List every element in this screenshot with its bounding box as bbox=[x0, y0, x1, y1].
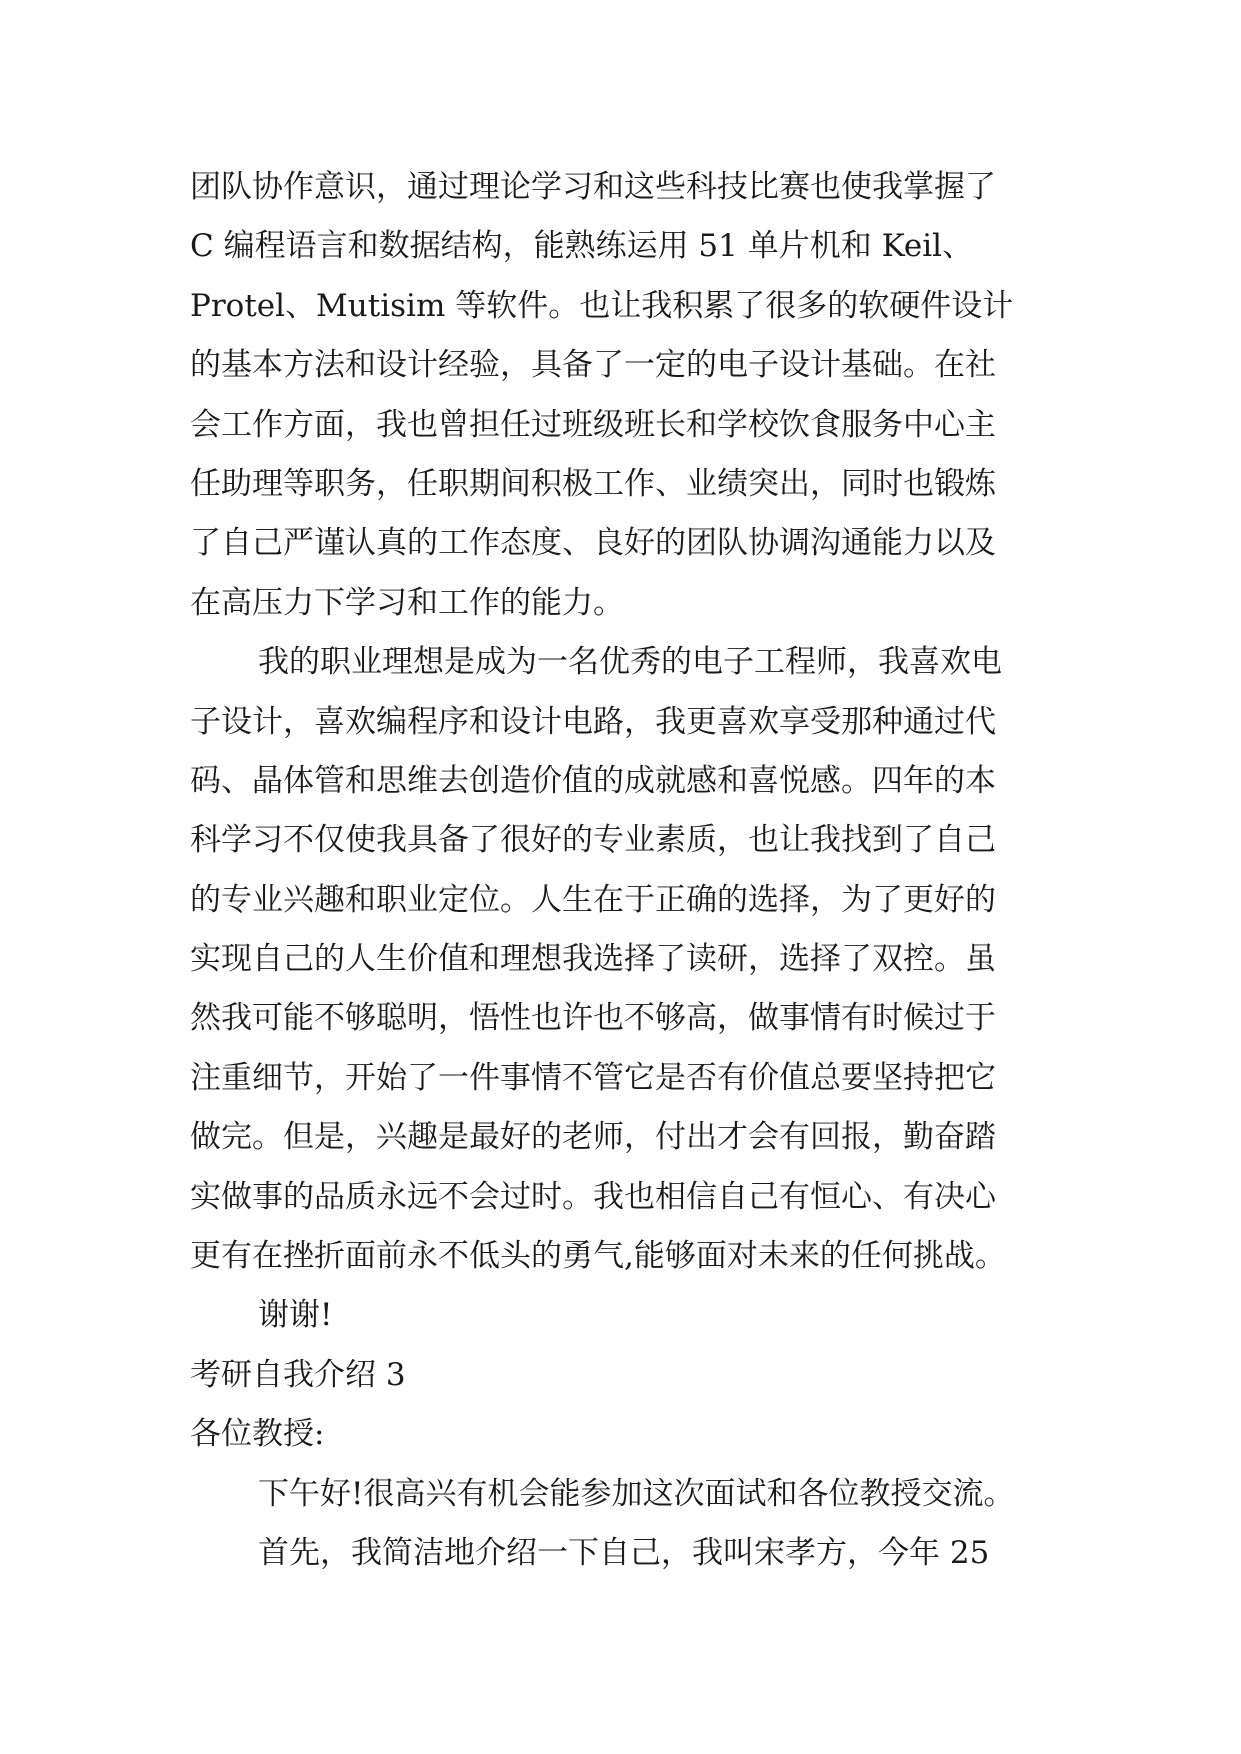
paragraph-first-line: 我的职业理想是成为一名优秀的电子工程师，我喜欢电 bbox=[258, 644, 1002, 681]
text-line: 实现自己的人生价值和理想我选择了读研，选择了双控。虽 bbox=[190, 941, 996, 978]
text-line: 了自己严谨认真的工作态度、良好的团队协调沟通能力以及 bbox=[190, 525, 996, 562]
text-line: 的专业兴趣和职业定位。人生在于正确的选择，为了更好的 bbox=[190, 881, 996, 918]
paragraph-first-line: 下午好!很高兴有机会能参加这次面试和各位教授交流。 bbox=[258, 1475, 1015, 1512]
text-line: Protel、Mutisim 等软件。也让我积累了很多的软硬件设计 bbox=[190, 287, 1014, 324]
text-line: 然我可能不够聪明，悟性也许也不够高，做事情有时候过于 bbox=[190, 1000, 996, 1037]
text-line: 任助理等职务，任职期间积极工作、业绩突出，同时也锻炼 bbox=[190, 465, 996, 502]
salutation: 各位教授: bbox=[190, 1416, 325, 1453]
paragraph-first-line: 首先，我简洁地介绍一下自己，我叫宋孝方，今年 25 bbox=[258, 1534, 990, 1571]
text-line: 在高压力下学习和工作的能力。 bbox=[190, 584, 624, 621]
text-line: 更有在挫折面前永不低头的勇气,能够面对未来的任何挑战。 bbox=[190, 1238, 1006, 1275]
text-line: C 编程语言和数据结构，能熟练运用 51 单片机和 Keil、 bbox=[190, 228, 974, 265]
text-line: 码、晶体管和思维去创造价值的成就感和喜悦感。四年的本 bbox=[190, 762, 996, 799]
section-heading: 考研自我介绍 3 bbox=[190, 1356, 406, 1393]
text-line: 会工作方面，我也曾担任过班级班长和学校饮食服务中心主 bbox=[190, 406, 996, 443]
document-body bbox=[190, 158, 1070, 1583]
text-line: 子设计，喜欢编程序和设计电路，我更喜欢享受那种通过代 bbox=[190, 703, 996, 740]
text-line: 科学习不仅使我具备了很好的专业素质，也让我找到了自己 bbox=[190, 822, 996, 859]
text-line: 团队协作意识，通过理论学习和这些科技比赛也使我掌握了 bbox=[190, 169, 996, 205]
text-line: 做完。但是，兴趣是最好的老师，付出才会有回报，勤奋踏 bbox=[190, 1119, 996, 1156]
text-line: 的基本方法和设计经验，具备了一定的电子设计基础。在社 bbox=[190, 347, 996, 384]
closing-thanks: 谢谢! bbox=[258, 1297, 333, 1334]
text-line: 实做事的品质永远不会过时。我也相信自己有恒心、有决心 bbox=[190, 1178, 996, 1215]
text-line: 注重细节，开始了一件事情不管它是否有价值总要坚持把它 bbox=[190, 1059, 996, 1096]
